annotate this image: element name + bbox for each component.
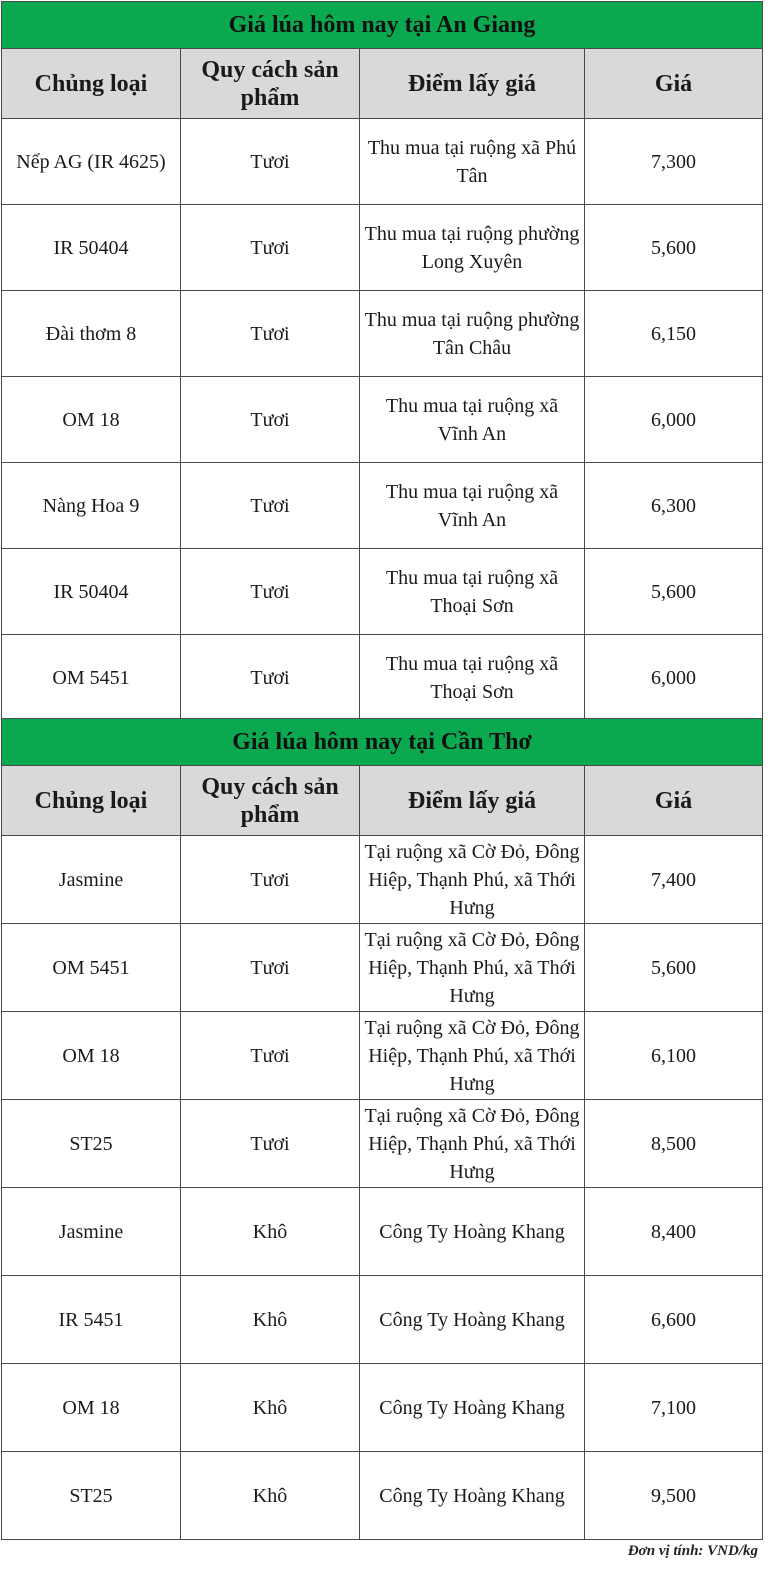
cell-spec: Tươi: [181, 924, 360, 1012]
table-row: [2, 377, 763, 463]
table-header-row: [2, 766, 763, 836]
cell-location: Công Ty Hoàng Khang: [360, 1276, 585, 1364]
cell-variety: OM 5451: [2, 924, 181, 1012]
table-row: [2, 1364, 763, 1452]
can-tho-price-table: [1, 718, 763, 1540]
table-row: [2, 1188, 763, 1276]
header-price: Giá: [585, 49, 763, 119]
header-variety: Chủng loại: [2, 766, 181, 836]
cell-price: 7,400: [585, 836, 763, 924]
table-row: [2, 1276, 763, 1364]
table-row: [2, 924, 763, 1012]
header-spec: Quy cách sản phẩm: [181, 49, 360, 119]
unit-note: Đơn vị tính: VND/kg: [627, 1543, 758, 1559]
cell-location: Công Ty Hoàng Khang: [360, 1188, 585, 1276]
cell-variety: Jasmine: [2, 1188, 181, 1276]
cell-location: Thu mua tại ruộng xã Phú Tân: [360, 119, 585, 205]
cell-price: 6,300: [585, 463, 763, 549]
cell-location: Thu mua tại ruộng xã Thoại Sơn: [360, 549, 585, 635]
cell-spec: Tươi: [181, 1012, 360, 1100]
cell-variety: IR 5451: [2, 1276, 181, 1364]
can-tho-table-title: Giá lúa hôm nay tại Cần Thơ: [2, 719, 763, 766]
cell-location: Tại ruộng xã Cờ Đỏ, Đông Hiệp, Thạnh Phú, xã Thới Hưng: [360, 836, 585, 924]
cell-spec: Tươi: [181, 291, 360, 377]
cell-spec: Tươi: [181, 463, 360, 549]
cell-spec: Tươi: [181, 549, 360, 635]
cell-spec: Tươi: [181, 205, 360, 291]
cell-price: 5,600: [585, 205, 763, 291]
cell-price: 6,000: [585, 377, 763, 463]
cell-variety: OM 18: [2, 1012, 181, 1100]
cell-location: Thu mua tại ruộng phường Tân Châu: [360, 291, 585, 377]
table-title-row: [2, 2, 763, 49]
cell-price: 6,000: [585, 635, 763, 721]
cell-location: Thu mua tại ruộng xã Vĩnh An: [360, 463, 585, 549]
cell-price: 6,600: [585, 1276, 763, 1364]
cell-location: Công Ty Hoàng Khang: [360, 1364, 585, 1452]
cell-variety: Nếp AG (IR 4625): [2, 119, 181, 205]
cell-price: 6,100: [585, 1012, 763, 1100]
cell-spec: Tươi: [181, 1100, 360, 1188]
cell-spec: Tươi: [181, 377, 360, 463]
header-location: Điểm lấy giá: [360, 766, 585, 836]
cell-location: Tại ruộng xã Cờ Đỏ, Đông Hiệp, Thạnh Phú, xã Thới Hưng: [360, 1100, 585, 1188]
cell-location: Thu mua tại ruộng xã Vĩnh An: [360, 377, 585, 463]
cell-variety: ST25: [2, 1452, 181, 1540]
cell-variety: Đài thơm 8: [2, 291, 181, 377]
cell-location: Tại ruộng xã Cờ Đỏ, Đông Hiệp, Thạnh Phú, xã Thới Hưng: [360, 924, 585, 1012]
table-row: [2, 635, 763, 721]
cell-price: 5,600: [585, 549, 763, 635]
cell-variety: OM 18: [2, 1364, 181, 1452]
table-row: [2, 1100, 763, 1188]
cell-variety: OM 5451: [2, 635, 181, 721]
cell-variety: IR 50404: [2, 549, 181, 635]
cell-variety: IR 50404: [2, 205, 181, 291]
cell-price: 8,500: [585, 1100, 763, 1188]
table-row: [2, 119, 763, 205]
table-row: [2, 1452, 763, 1540]
cell-variety: OM 18: [2, 377, 181, 463]
table-row: [2, 205, 763, 291]
header-price: Giá: [585, 766, 763, 836]
an-giang-table-title: Giá lúa hôm nay tại An Giang: [2, 2, 763, 49]
cell-location: Tại ruộng xã Cờ Đỏ, Đông Hiệp, Thạnh Phú, xã Thới Hưng: [360, 1012, 585, 1100]
an-giang-price-table: [1, 1, 763, 721]
cell-variety: Jasmine: [2, 836, 181, 924]
cell-location: Công Ty Hoàng Khang: [360, 1452, 585, 1540]
table-row: [2, 463, 763, 549]
header-variety: Chủng loại: [2, 49, 181, 119]
header-location: Điểm lấy giá: [360, 49, 585, 119]
cell-spec: Tươi: [181, 836, 360, 924]
cell-price: 6,150: [585, 291, 763, 377]
cell-variety: Nàng Hoa 9: [2, 463, 181, 549]
cell-price: 5,600: [585, 924, 763, 1012]
table-row: [2, 549, 763, 635]
cell-location: Thu mua tại ruộng xã Thoại Sơn: [360, 635, 585, 721]
cell-spec: Khô: [181, 1188, 360, 1276]
cell-spec: Khô: [181, 1364, 360, 1452]
cell-spec: Khô: [181, 1452, 360, 1540]
table-row: [2, 836, 763, 924]
table-row: [2, 1012, 763, 1100]
cell-spec: Khô: [181, 1276, 360, 1364]
header-spec: Quy cách sản phẩm: [181, 766, 360, 836]
cell-spec: Tươi: [181, 635, 360, 721]
cell-price: 7,100: [585, 1364, 763, 1452]
table-title-row: [2, 719, 763, 766]
table-row: [2, 291, 763, 377]
cell-variety: ST25: [2, 1100, 181, 1188]
cell-spec: Tươi: [181, 119, 360, 205]
cell-price: 8,400: [585, 1188, 763, 1276]
cell-price: 7,300: [585, 119, 763, 205]
table-header-row: [2, 49, 763, 119]
cell-price: 9,500: [585, 1452, 763, 1540]
cell-location: Thu mua tại ruộng phường Long Xuyên: [360, 205, 585, 291]
